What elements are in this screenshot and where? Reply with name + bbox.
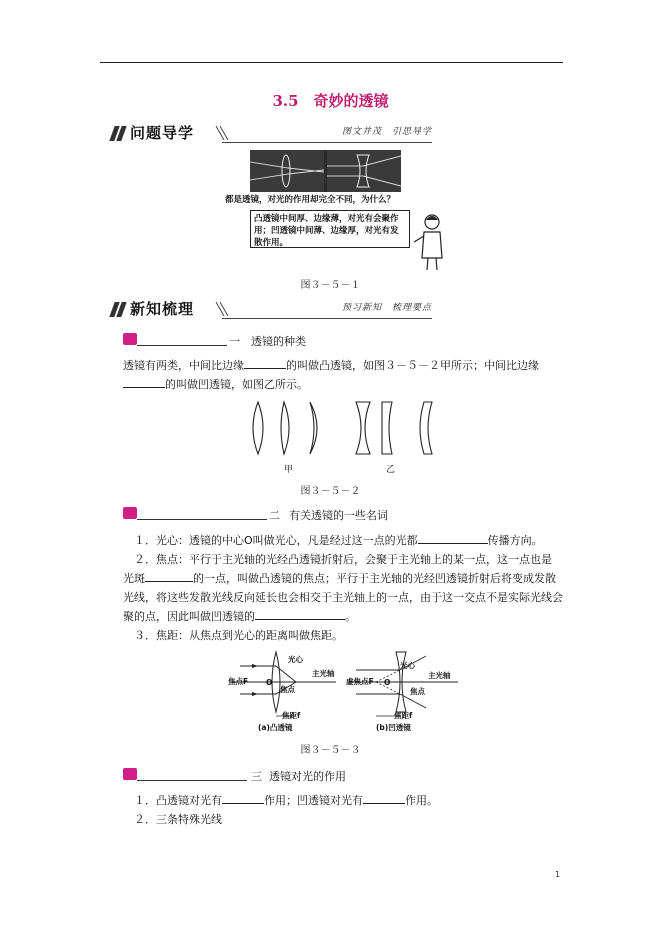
blank-field[interactable] [123, 375, 165, 388]
text: 透镜有两类，中间比边缘 [123, 359, 244, 372]
part3-heading [123, 768, 413, 784]
label-yi: 乙 [386, 465, 396, 475]
text: 传播方向。 [487, 534, 543, 547]
page-title: 3.5 奇妙的透镜 [272, 92, 389, 110]
text: ３．焦距：从焦点到光心的距离叫做焦距。 [134, 629, 343, 642]
label-o: O [384, 678, 391, 687]
part3-text [123, 791, 563, 829]
text: 光线，将这些发散光线反向延长也会相交于主光轴上的一点，由于这一交点不是实际光线会 [123, 591, 563, 604]
text: 。 [345, 610, 356, 623]
section-header-wenti [112, 122, 432, 148]
label-focal-length: 焦距f [394, 711, 413, 720]
meniscus-concave-lens-icon [420, 402, 432, 454]
blank-field[interactable] [222, 791, 264, 804]
speech-bubble: 凸透镜中间厚、边缘薄，对光有会聚作用；凹透镜中间薄、边缘厚，对光有发散作用。 [250, 210, 410, 248]
blank-field[interactable] [255, 607, 345, 620]
plano-convex-lens-icon [281, 402, 289, 454]
label-concave-caption: (b)凹透镜 [376, 723, 411, 732]
header-underline [222, 318, 432, 319]
blank-field[interactable] [244, 356, 286, 369]
question-text: 都是透镜，对光的作用却完全不同，为什么？ [225, 195, 396, 205]
pink-marker-icon [123, 507, 137, 519]
text: ２．焦点：平行于主光轴的光经凸透镜折射后，会聚于主光轴上的某一点，这一点也是 [134, 553, 552, 566]
top-rule [100, 62, 563, 63]
biconvex-lens-icon [253, 402, 263, 454]
concave-photo [327, 150, 401, 192]
label-virtual-focus: 虚焦点F [346, 677, 374, 686]
part1-text [123, 356, 563, 394]
label-jia: 甲 [284, 465, 294, 475]
text: １．凸透镜对光有 [134, 794, 222, 807]
heading-line [137, 780, 247, 781]
text: 的叫做凹透镜，如图乙所示。 [165, 378, 308, 391]
part-number: 三 [251, 770, 262, 783]
pink-marker-icon [123, 333, 137, 345]
part-label: 透镜的种类 [251, 335, 306, 348]
label-optical-center: 光心 [400, 661, 415, 670]
text: 聚的点，因此叫做凹透镜的 [123, 610, 255, 623]
heading-line [137, 519, 267, 520]
lens-photo [250, 150, 401, 192]
section-header-xinzhi [112, 298, 432, 324]
label-optical-center: 光心 [288, 655, 303, 664]
part-label: 有关透镜的一些名词 [289, 509, 388, 522]
figure-caption-1: 图３－５－１ [300, 280, 361, 291]
pink-marker-icon [123, 768, 137, 780]
text: １．光心：透镜的中心O叫做光心，凡是经过这一点的光都 [134, 534, 418, 547]
lens-shapes-figure [240, 398, 440, 460]
label-convex-caption: (a)凸透镜 [258, 723, 293, 732]
header-underline [222, 142, 432, 143]
part-label: 透镜对光的作用 [269, 770, 346, 783]
part-number: 二 [269, 509, 280, 522]
section-subtitle: 图文并茂 引思导学 [341, 127, 432, 137]
section-heading: 新知梳理 [130, 300, 195, 318]
text: 的叫做凸透镜，如图３－５－２甲所示；中间比边缘 [286, 359, 539, 372]
label-o: O [266, 678, 273, 687]
plano-concave-lens-icon [382, 402, 392, 454]
text: 作用。 [405, 794, 438, 807]
biconcave-lens-icon [356, 402, 370, 454]
figure-caption-3: 图３－５－３ [300, 745, 361, 756]
part2-heading [123, 507, 423, 523]
blank-field[interactable] [145, 569, 193, 582]
section-heading: 问题导学 [130, 124, 195, 142]
meniscus-convex-lens-icon [310, 402, 317, 454]
label-main-axis: 主光轴 [312, 669, 335, 678]
blank-field[interactable] [363, 791, 405, 804]
text: 的一点，叫做凸透镜的焦点；平行于主光轴的光经凹透镜折射后将变成发散 [193, 572, 556, 585]
text: 光斑 [123, 572, 145, 585]
label-main-axis: 主光轴 [428, 671, 451, 680]
text: ２．三条特殊光线 [134, 813, 222, 826]
heading-line [137, 345, 227, 346]
label-focus: 焦点 [280, 685, 295, 694]
page-number: 1 [555, 870, 561, 879]
teacher-icon [412, 212, 448, 272]
label-focus: 焦点 [410, 687, 425, 696]
part1-heading [123, 333, 313, 349]
convex-photo [250, 150, 324, 192]
part2-text [123, 531, 563, 645]
part-number: 一 [229, 335, 240, 348]
figure-caption-2: 图３－５－２ [300, 486, 361, 497]
section-subtitle: 预习新知 梳理要点 [341, 303, 432, 313]
label-focal-length: 焦距f [282, 711, 301, 720]
blank-field[interactable] [418, 531, 488, 544]
label-focus-point: 焦点F [228, 677, 249, 686]
text: 作用；凹透镜对光有 [264, 794, 363, 807]
